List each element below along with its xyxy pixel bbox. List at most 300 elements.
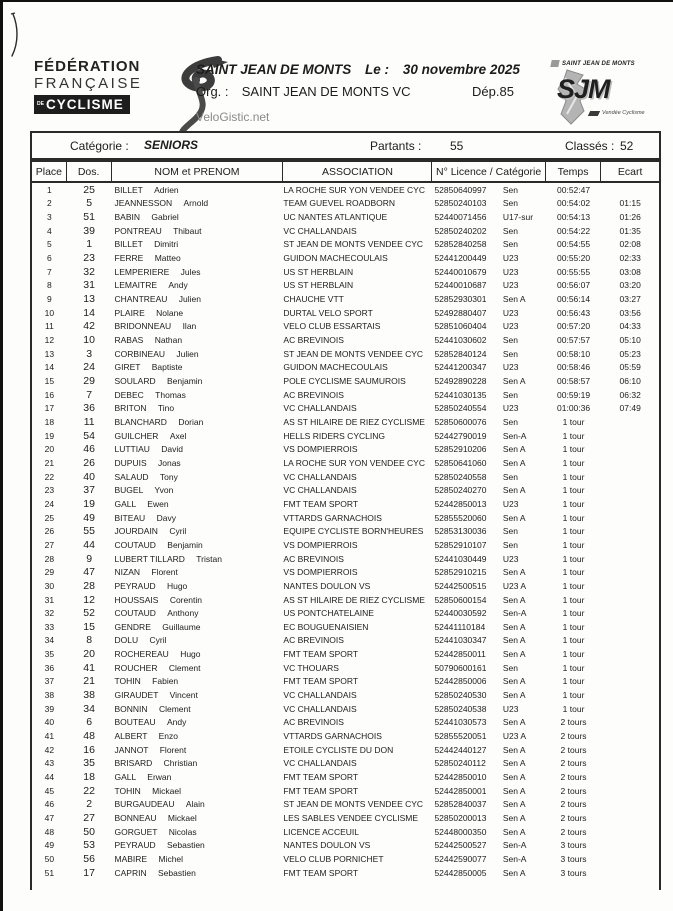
table-row xyxy=(32,210,659,224)
row-association: DURTAL VELO SPORT xyxy=(283,307,373,318)
row-licence: 52852910206 xyxy=(434,444,487,455)
row-place: 46 xyxy=(44,799,55,810)
row-lastname: BURGAUDEAU xyxy=(114,799,175,810)
row-name xyxy=(112,595,284,605)
row-category: Sen A xyxy=(502,772,526,783)
header-center xyxy=(196,62,546,124)
row-licence-category xyxy=(432,704,545,714)
row-gap: 04:33 xyxy=(619,321,641,332)
row-firstname: Thomas xyxy=(155,389,186,400)
table-row xyxy=(32,552,659,566)
row-time: 00:54:02 xyxy=(557,198,591,209)
row-gap: 06:32 xyxy=(619,389,641,400)
row-association: GUIDON MACHECOULAIS xyxy=(283,362,388,373)
row-licence-category xyxy=(432,731,545,741)
row-category: Sen A xyxy=(502,676,526,687)
row-lastname: ALBERT xyxy=(114,731,148,742)
row-dossard: 32 xyxy=(83,265,95,278)
row-licence: 52492890228 xyxy=(434,376,487,387)
table-row xyxy=(32,770,659,784)
row-firstname: Florent xyxy=(151,567,178,578)
row-firstname: Tino xyxy=(157,403,175,414)
row-association: VC CHALLANDAIS xyxy=(283,403,357,414)
row-licence: 52852840258 xyxy=(434,239,487,250)
row-name xyxy=(112,676,284,686)
row-dossard: 38 xyxy=(83,689,95,702)
row-licence: 52850600076 xyxy=(434,416,487,427)
row-licence: 52852930301 xyxy=(434,294,487,305)
row-association: VC THOUARS xyxy=(283,662,339,673)
row-place: 11 xyxy=(44,321,54,332)
row-association: VS DOMPIERROIS xyxy=(283,444,358,455)
row-association: AC BREVINOIS xyxy=(283,717,344,728)
row-time: 00:58:57 xyxy=(557,376,591,387)
row-licence: 52852910107 xyxy=(434,539,487,550)
row-licence: 52850200013 xyxy=(434,813,487,824)
row-lastname: DEBEC xyxy=(114,389,144,400)
row-category: Sen-A xyxy=(502,853,527,864)
row-lastname: MABIRE xyxy=(114,853,148,864)
table-row xyxy=(32,251,659,265)
table-row xyxy=(32,866,659,880)
table-row xyxy=(32,238,659,252)
col-header-name: NOM et PRENOM xyxy=(112,162,284,181)
row-place: 37 xyxy=(44,676,55,687)
row-licence-category xyxy=(432,267,545,277)
row-category: Sen A xyxy=(502,376,526,387)
row-association: LICENCE ACCEUIL xyxy=(283,826,359,837)
row-place: 50 xyxy=(44,853,55,864)
row-association: VTTARDS GARNACHOIS xyxy=(283,512,382,523)
row-time: 1 tour xyxy=(562,676,585,687)
row-association: VS DOMPIERROIS xyxy=(283,539,358,550)
row-licence: 52442850001 xyxy=(434,785,487,796)
row-name xyxy=(112,635,284,645)
table-row xyxy=(32,320,659,334)
row-lastname: LUBERT TILLARD xyxy=(114,553,185,564)
row-gap: 05:23 xyxy=(619,348,641,359)
row-association: NANTES DOULON VS xyxy=(283,580,371,591)
row-licence-category xyxy=(432,253,545,263)
row-name xyxy=(112,267,284,277)
row-place: 34 xyxy=(44,635,55,646)
row-place: 41 xyxy=(44,731,55,742)
row-firstname: Christian xyxy=(163,758,198,769)
row-place: 27 xyxy=(44,539,55,550)
row-association: NANTES DOULON VS xyxy=(283,840,371,851)
row-time: 00:55:20 xyxy=(557,253,591,264)
table-row xyxy=(32,374,659,388)
row-firstname: Arnold xyxy=(183,198,209,209)
row-licence: 52850240270 xyxy=(434,485,487,496)
row-gap: 06:10 xyxy=(619,376,641,387)
row-place: 40 xyxy=(44,717,55,728)
row-licence: 52440010679 xyxy=(434,266,487,277)
row-firstname: Gabriel xyxy=(151,212,179,223)
row-dossard: 15 xyxy=(83,620,95,633)
row-firstname: Adrien xyxy=(154,184,179,195)
row-place: 21 xyxy=(44,457,55,468)
row-firstname: Mickael xyxy=(152,785,181,796)
row-dossard: 7 xyxy=(86,388,93,401)
row-place: 39 xyxy=(44,703,55,714)
row-name xyxy=(112,485,284,495)
row-firstname: Fabien xyxy=(152,676,179,687)
row-licence-category xyxy=(432,376,545,386)
table-row xyxy=(32,224,659,238)
row-licence-category xyxy=(432,868,545,878)
row-association: FMT TEAM SPORT xyxy=(283,649,359,660)
row-name xyxy=(112,690,284,700)
row-name xyxy=(112,431,284,441)
row-place: 6 xyxy=(47,253,52,264)
row-association: VELO CLUB ESSARTAIS xyxy=(283,321,381,332)
row-time: 3 tours xyxy=(560,840,587,851)
row-firstname: Dorian xyxy=(178,416,204,427)
row-association: VS DOMPIERROIS xyxy=(283,567,358,578)
row-name xyxy=(112,581,284,591)
row-lastname: HOUSSAIS xyxy=(114,594,159,605)
row-firstname: Nathan xyxy=(154,335,183,346)
row-licence: 52448000350 xyxy=(434,826,487,837)
row-licence: 52850640997 xyxy=(434,184,487,195)
row-dossard: 35 xyxy=(83,757,95,770)
row-licence-category xyxy=(432,403,545,413)
row-place: 22 xyxy=(44,471,55,482)
row-dossard: 47 xyxy=(83,566,95,579)
row-association: FMT TEAM SPORT xyxy=(283,772,359,783)
row-dossard: 21 xyxy=(83,675,95,688)
partants-value: 55 xyxy=(450,139,464,153)
table-row xyxy=(32,702,659,716)
row-place: 18 xyxy=(44,416,55,427)
row-association: VC CHALLANDAIS xyxy=(283,758,357,769)
row-licence-category xyxy=(432,212,545,222)
row-licence: 52441030347 xyxy=(434,635,487,646)
row-dossard: 46 xyxy=(83,443,95,456)
row-place: 12 xyxy=(44,335,55,346)
row-lastname: NIZAN xyxy=(114,567,140,578)
row-place: 2 xyxy=(47,198,52,209)
row-place: 19 xyxy=(44,430,55,441)
table-row xyxy=(32,579,659,593)
row-place: 38 xyxy=(44,690,55,701)
row-licence-category xyxy=(432,444,545,454)
row-licence: 52441110184 xyxy=(434,621,486,632)
row-dossard: 42 xyxy=(83,320,95,333)
row-association: US ST HERBLAIN xyxy=(283,266,354,277)
row-licence-category xyxy=(432,635,545,645)
row-licence: 52442850006 xyxy=(434,676,487,687)
row-lastname: LUTTIAU xyxy=(114,444,150,455)
row-time: 2 tours xyxy=(560,717,587,728)
row-dossard: 1 xyxy=(86,238,93,251)
row-dossard: 19 xyxy=(83,497,95,510)
row-category: U23 xyxy=(502,307,519,318)
row-place: 51 xyxy=(44,867,55,878)
row-association: VC CHALLANDAIS xyxy=(283,471,357,482)
pen-mark xyxy=(9,12,23,60)
row-licence-category xyxy=(432,649,545,659)
row-association: AC BREVINOIS xyxy=(283,389,344,400)
row-licence-category xyxy=(432,431,545,441)
row-licence-category xyxy=(432,622,545,632)
row-time: 1 tour xyxy=(562,512,585,523)
row-dossard: 14 xyxy=(83,306,95,319)
row-association: US PONTCHATELAINE xyxy=(283,608,374,619)
row-place: 10 xyxy=(44,307,55,318)
row-name xyxy=(112,526,284,536)
sjm-logo-city: SAINT JEAN DE MONTS xyxy=(562,60,635,67)
row-category: Sen A xyxy=(502,758,526,769)
row-category: Sen xyxy=(502,335,518,346)
row-name xyxy=(112,799,284,809)
table-row xyxy=(32,606,659,620)
row-association: FMT TEAM SPORT xyxy=(283,498,359,509)
row-association: POLE CYCLISME SAUMUROIS xyxy=(283,376,406,387)
row-gap: 03:20 xyxy=(619,280,641,291)
row-licence: 52441030573 xyxy=(434,717,487,728)
row-licence-category xyxy=(432,554,545,564)
row-firstname: Clement xyxy=(168,662,201,673)
row-association: VELO CLUB PORNICHET xyxy=(283,853,384,864)
row-category: U23 xyxy=(502,362,519,373)
row-licence-category xyxy=(432,335,545,345)
row-lastname: BILLET xyxy=(114,239,143,250)
row-time: 3 tours xyxy=(560,853,587,864)
row-gap: 07:49 xyxy=(619,403,641,414)
row-place: 48 xyxy=(44,826,55,837)
row-place: 44 xyxy=(44,772,55,783)
row-association: FMT TEAM SPORT xyxy=(283,676,359,687)
row-name xyxy=(112,663,284,673)
row-dossard: 10 xyxy=(83,334,95,347)
row-licence: 52855520060 xyxy=(434,512,487,523)
row-time: 1 tour xyxy=(562,471,585,482)
row-name xyxy=(112,622,284,632)
row-lastname: PEYRAUD xyxy=(114,580,156,591)
row-lastname: ROUCHER xyxy=(114,662,158,673)
row-lastname: CORBINEAU xyxy=(114,348,166,359)
row-name xyxy=(112,840,284,850)
row-category: U23 xyxy=(502,280,519,291)
row-lastname: RABAS xyxy=(114,335,144,346)
row-place: 30 xyxy=(44,580,55,591)
table-row xyxy=(32,593,659,607)
row-firstname: Erwan xyxy=(147,772,172,783)
row-time: 2 tours xyxy=(560,813,587,824)
row-gap: 03:08 xyxy=(619,266,641,277)
scan-edge-left xyxy=(0,0,3,911)
row-gap: 01:15 xyxy=(619,198,641,209)
row-licence-category xyxy=(432,799,545,809)
row-lastname: LEMPERIERE xyxy=(114,266,170,277)
col-header-dossard: Dos. xyxy=(67,162,112,181)
row-category: Sen A xyxy=(502,813,526,824)
row-licence-category xyxy=(432,458,545,468)
website-link[interactable]: VeloGistic.net xyxy=(196,110,270,124)
row-place: 35 xyxy=(44,649,55,660)
row-name xyxy=(112,417,284,427)
row-place: 5 xyxy=(47,239,52,250)
row-dossard: 16 xyxy=(83,743,95,756)
sjm-logo-mark-icon xyxy=(550,60,559,67)
scan-edge-top xyxy=(0,0,673,2)
row-lastname: TOHIN xyxy=(114,676,141,687)
row-category: Sen xyxy=(502,539,518,550)
row-name xyxy=(112,349,284,359)
row-time: 00:57:20 xyxy=(557,321,591,332)
row-lastname: BLANCHARD xyxy=(114,416,167,427)
row-time: 1 tour xyxy=(562,635,585,646)
row-name xyxy=(112,608,284,618)
row-licence: 52850240202 xyxy=(434,225,487,236)
table-row xyxy=(32,197,659,211)
row-name xyxy=(112,868,284,878)
row-lastname: PONTREAU xyxy=(114,225,162,236)
row-lastname: COUTAUD xyxy=(114,608,156,619)
table-row xyxy=(32,279,659,293)
row-association: ST JEAN DE MONTS VENDEE CYC xyxy=(283,239,424,250)
category-value: SENIORS xyxy=(144,138,199,152)
row-time: 2 tours xyxy=(560,772,587,783)
row-firstname: Anthony xyxy=(167,608,199,619)
row-association: AC BREVINOIS xyxy=(283,553,344,564)
row-firstname: Davy xyxy=(156,512,176,523)
row-lastname: DOLU xyxy=(114,635,139,646)
row-association: UC NANTES ATLANTIQUE xyxy=(283,212,388,223)
row-time: 00:54:55 xyxy=(557,239,591,250)
ffc-logo-line1: FÉDÉRATION xyxy=(34,58,141,75)
row-lastname: GORGUET xyxy=(114,826,158,837)
row-licence: 52492880407 xyxy=(434,307,487,318)
row-category: Sen-A xyxy=(502,840,527,851)
table-row xyxy=(32,456,659,470)
row-dossard: 12 xyxy=(83,593,95,606)
table-row xyxy=(32,442,659,456)
row-firstname: Ewen xyxy=(147,498,169,509)
row-time: 00:56:14 xyxy=(557,294,591,305)
sjm-club-logo xyxy=(551,58,667,138)
row-time: 00:54:22 xyxy=(557,225,591,236)
row-lastname: GIRET xyxy=(114,362,141,373)
row-time: 00:56:07 xyxy=(557,280,591,291)
row-category: Sen-A xyxy=(502,608,527,619)
row-firstname: Benjamin xyxy=(167,539,203,550)
department: Dép.85 xyxy=(472,84,514,99)
row-time: 2 tours xyxy=(560,826,587,837)
row-gap: 02:08 xyxy=(619,239,641,250)
row-time: 1 tour xyxy=(562,567,585,578)
sjm-subtitle: Vendée Cyclisme xyxy=(602,110,645,116)
row-time: 1 tour xyxy=(562,662,585,673)
row-category: U23 xyxy=(502,266,519,277)
row-time: 1 tour xyxy=(562,553,585,564)
row-firstname: Cyril xyxy=(149,635,167,646)
table-row xyxy=(32,511,659,525)
row-lastname: CHANTREAU xyxy=(114,294,168,305)
table-row xyxy=(32,388,659,402)
row-time: 2 tours xyxy=(560,731,587,742)
row-lastname: BOUTEAU xyxy=(114,717,156,728)
row-licence-category xyxy=(432,485,545,495)
row-category: U23 A xyxy=(502,731,526,742)
row-name xyxy=(112,226,284,236)
row-firstname: Matteo xyxy=(154,253,181,264)
row-firstname: Vincent xyxy=(169,690,198,701)
row-dossard: 36 xyxy=(83,402,95,415)
row-time: 1 tour xyxy=(562,594,585,605)
row-dossard: 50 xyxy=(83,825,95,838)
row-firstname: Florent xyxy=(159,744,187,755)
row-licence-category xyxy=(432,499,545,509)
row-association: HELLS RIDERS CYCLING xyxy=(283,430,385,441)
table-row xyxy=(32,620,659,634)
ffc-logo-cyclisme: CYCLISME xyxy=(45,96,124,112)
row-licence-category xyxy=(432,758,545,768)
row-time: 1 tour xyxy=(562,621,585,632)
table-row xyxy=(32,661,659,675)
row-category: Sen A xyxy=(502,635,526,646)
row-lastname: JEANNESSON xyxy=(114,198,173,209)
row-category: Sen xyxy=(502,239,518,250)
row-association: ETOILE CYCLISTE DU DON xyxy=(283,744,394,755)
row-name xyxy=(112,786,284,796)
row-licence-category xyxy=(432,786,545,796)
row-time: 1 tour xyxy=(562,444,585,455)
row-association: AC BREVINOIS xyxy=(283,635,344,646)
row-dossard: 17 xyxy=(83,866,95,879)
row-category: Sen A xyxy=(502,621,526,632)
table-row xyxy=(32,361,659,375)
row-name xyxy=(112,472,284,482)
table-row xyxy=(32,634,659,648)
row-association: VC CHALLANDAIS xyxy=(283,690,357,701)
row-dossard: 6 xyxy=(86,716,93,729)
row-dossard: 54 xyxy=(83,429,95,442)
row-dossard: 55 xyxy=(83,525,95,538)
row-dossard: 41 xyxy=(83,661,95,674)
row-time: 1 tour xyxy=(562,580,585,591)
row-name xyxy=(112,239,284,249)
row-firstname: Michel xyxy=(158,853,184,864)
row-licence-category xyxy=(432,472,545,482)
row-time: 00:56:43 xyxy=(557,307,591,318)
row-place: 9 xyxy=(47,294,52,305)
row-firstname: Clement xyxy=(158,703,191,714)
row-firstname: Enzo xyxy=(158,731,179,742)
col-header-gap: Ecart xyxy=(617,165,643,178)
row-licence: 52441200347 xyxy=(434,362,487,373)
row-time: 1 tour xyxy=(562,608,585,619)
row-licence-category xyxy=(432,581,545,591)
row-lastname: TOHIN xyxy=(114,785,141,796)
row-place: 42 xyxy=(44,744,55,755)
row-lastname: SALAUD xyxy=(114,471,149,482)
row-licence: 52850240530 xyxy=(434,690,487,701)
table-row xyxy=(32,292,659,306)
row-category: U23 xyxy=(502,498,519,509)
row-association: ST JEAN DE MONTS VENDEE CYC xyxy=(283,799,424,810)
row-licence: 52441030135 xyxy=(434,389,487,400)
row-licence-category xyxy=(432,567,545,577)
row-licence: 52850600154 xyxy=(434,594,487,605)
row-licence: 52850641060 xyxy=(434,457,487,468)
row-place: 13 xyxy=(44,348,55,359)
table-row xyxy=(32,825,659,839)
row-licence: 52442500527 xyxy=(434,840,487,851)
row-licence-category xyxy=(432,663,545,673)
